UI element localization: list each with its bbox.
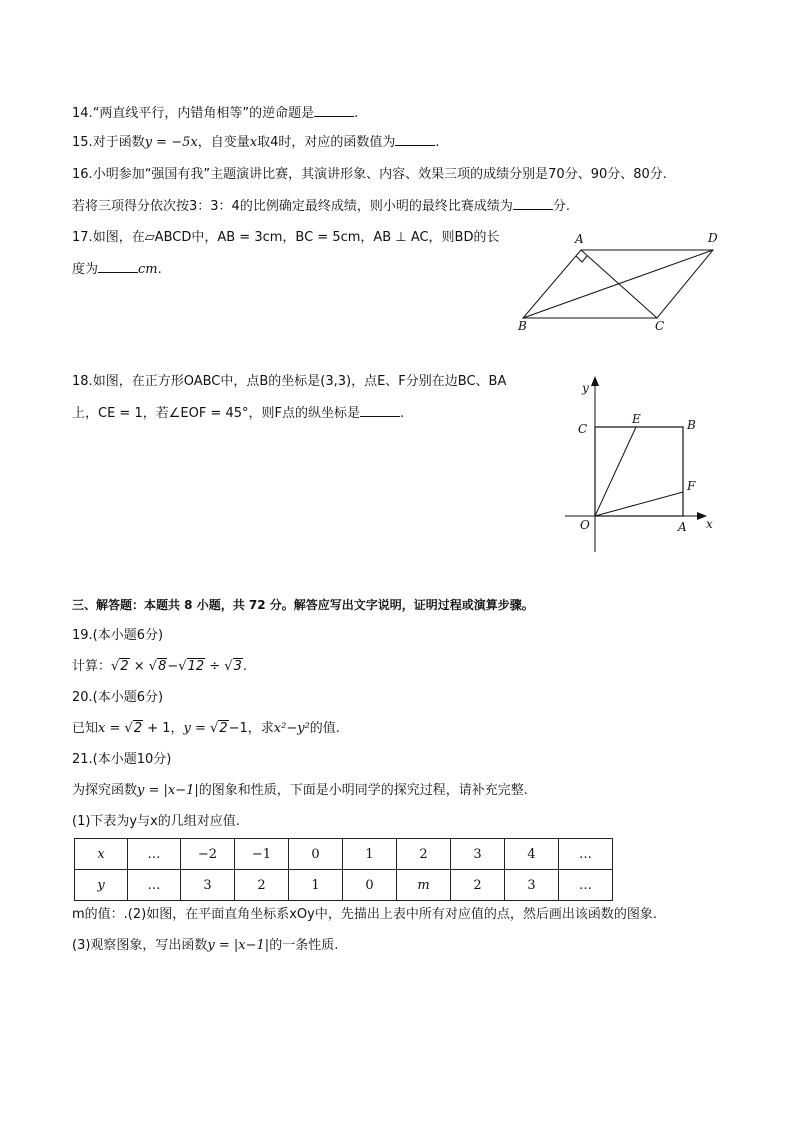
table-cell: 2 (397, 839, 451, 870)
table-cell: … (559, 839, 613, 870)
q21-part-1: (1)下表为y与x的几组对应值. (72, 814, 240, 829)
q19-expression (72, 658, 247, 676)
label-a: A (575, 232, 584, 246)
q21-intro-post: 的图象和性质，下面是小明同学的探究过程，请补充完整. (198, 783, 528, 798)
label-d: D (708, 231, 718, 245)
q21-function: y = |x−1| (137, 783, 199, 798)
q14-end: . (354, 106, 359, 121)
q21-part-3-post: 的一条性质. (269, 938, 339, 953)
label-x-axis: x (706, 517, 713, 531)
table-cell: 3 (451, 839, 505, 870)
q16-text-line-1: 小明参加“强国有我”主题演讲比赛，其演讲形象、内容、效果三项的成绩分别是70分、90分、80分. (92, 167, 667, 182)
q20-expression: x²−y² (273, 721, 310, 736)
q18-text-line-2: 上，CE = 1，若∠EOF = 45°，则F点的纵坐标是 (72, 406, 360, 421)
q17-text-line-2: 度为 (72, 262, 99, 277)
q20-suffix: 的值. (309, 721, 340, 736)
table-cell: … (128, 870, 181, 901)
q17-number: 17. (72, 230, 93, 245)
q20-heading: 20.(本小题6分) (72, 690, 164, 705)
table-row (75, 839, 613, 870)
q19-radicand-b: 8 (158, 659, 167, 674)
label-y-axis: y (582, 381, 589, 395)
q19-prefix: 计算： (72, 659, 112, 674)
q19-radicand-a: 2 (120, 659, 129, 674)
table-cell: y (75, 870, 128, 901)
label-b: B (518, 319, 527, 333)
q21-part-3-pre: (3)观察图象，写出函数 (72, 938, 208, 953)
q21-part-3 (72, 937, 338, 955)
q17-text-line-1: 如图，在▱ABCD中，AB = 3cm，BC = 5cm，AB ⊥ AC，则BD的长 (92, 230, 500, 245)
label-a: A (678, 520, 687, 534)
label-o: O (580, 518, 590, 532)
q15-variable: x (249, 135, 258, 150)
q19-radicand-d: 3 (233, 659, 242, 674)
q20-radicand-2: 2 (219, 721, 228, 736)
radical-icon: √ (210, 721, 219, 736)
q21-intro-pre: 为探究函数 (72, 783, 138, 798)
table-cell: 1 (343, 839, 397, 870)
q14-text: “两直线平行，内错角相等”的逆命题是 (92, 106, 315, 121)
q21-intro (72, 782, 528, 800)
q14-number: 14. (72, 106, 93, 121)
q16-end: 分. (552, 199, 570, 214)
table-row (75, 870, 613, 901)
q20-y-tail: −1，求 (228, 721, 274, 736)
table-cell: −2 (181, 839, 235, 870)
q20-prefix: 已知 (72, 721, 99, 736)
label-b: B (687, 418, 696, 432)
q15-equation: y = −5x (144, 135, 198, 150)
q15-end: . (435, 135, 440, 150)
q19-end: . (242, 659, 248, 674)
q18-end: . (399, 406, 405, 421)
label-e: E (632, 412, 641, 426)
table-cell: m (397, 870, 451, 901)
q16-text-line-2: 若将三项得分依次按3：3：4的比例确定最终成绩，则小明的最终比赛成绩为 (72, 199, 513, 214)
label-c: C (655, 319, 665, 333)
segment-oe (595, 427, 636, 516)
table-cell: 4 (505, 839, 559, 870)
q15-text-post: 取4时，对应的函数值为 (257, 135, 396, 150)
q19-operator-minus: − (167, 659, 179, 674)
q19-operator-times: × (133, 659, 145, 674)
q15-text-mid: ，自变量 (197, 135, 250, 150)
value-table (74, 838, 613, 901)
table-cell: 3 (181, 870, 235, 901)
q20-x-tail: + 1， (143, 721, 184, 736)
radical-icon: √ (224, 659, 233, 674)
q20-y-equals: y = (183, 721, 211, 736)
square-oabc (595, 427, 683, 516)
q18-number: 18. (72, 374, 93, 389)
table-cell: 1 (289, 870, 343, 901)
y-axis-arrow (591, 376, 599, 386)
table-cell: 0 (343, 870, 397, 901)
q19-heading: 19.(本小题6分) (72, 628, 164, 643)
q17-end: . (157, 262, 162, 277)
segment-of (595, 492, 683, 516)
table-cell: −1 (235, 839, 289, 870)
label-f: F (687, 479, 696, 493)
section-3-heading: 三、解答题：本题共 8 小题，共 72 分。解答应写出文字说明，证明过程或演算步骤。 (72, 598, 534, 612)
table-cell: 3 (505, 870, 559, 901)
radical-icon: √ (178, 659, 187, 674)
q18-text-line-1: 如图，在正方形OABC中，点B的坐标是(3,3)，点E、F分别在边BC、BA (92, 374, 507, 389)
label-c: C (578, 422, 588, 436)
table-cell: 2 (451, 870, 505, 901)
q20-statement (72, 720, 340, 738)
q21-part-2: m的值：.(2)如图，在平面直角坐标系xOy中，先描出上表中所有对应值的点，然后画出该函数的图象. (72, 907, 657, 922)
table-cell: … (559, 870, 613, 901)
table-cell: 2 (235, 870, 289, 901)
q21-heading: 21.(本小题10分) (72, 752, 172, 767)
q15-number: 15. (72, 135, 93, 150)
q19-radicand-c: 12 (187, 659, 205, 674)
table-cell: 0 (289, 839, 343, 870)
radical-icon: √ (111, 659, 120, 674)
q15-text-pre: 对于函数 (92, 135, 145, 150)
q17-unit: cm (138, 262, 158, 277)
table-cell: … (128, 839, 181, 870)
radical-icon: √ (124, 721, 133, 736)
radical-icon: √ (148, 659, 158, 674)
table-cell: x (75, 839, 128, 870)
q21-part-3-function: y = |x−1| (207, 938, 270, 953)
q20-x-equals: x = (98, 721, 125, 736)
q20-radicand-1: 2 (133, 721, 143, 736)
q16-number: 16. (72, 167, 93, 182)
q19-operator-divide: ÷ (209, 659, 221, 674)
